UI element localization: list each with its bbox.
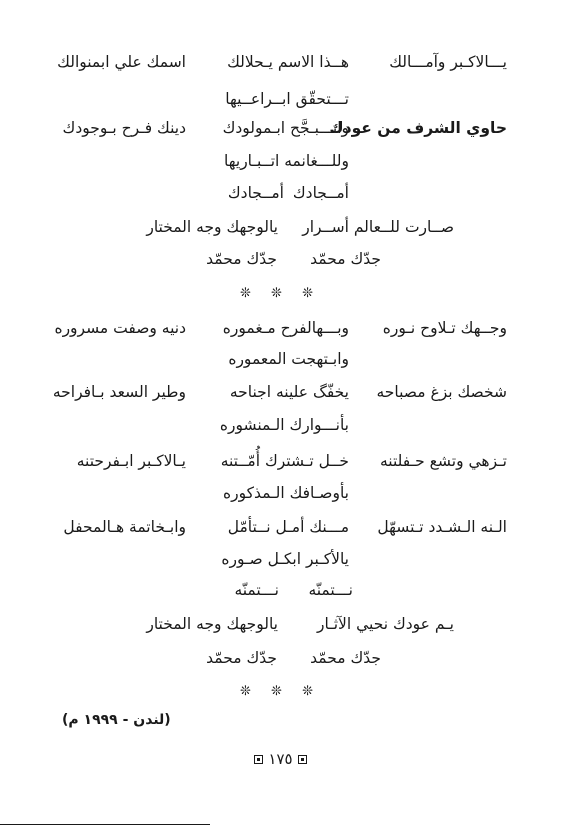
verse-line-7-right: وطير السعد بـافراحه <box>52 383 186 401</box>
refrain-grandfather-left: جدّك محمّد <box>206 250 277 268</box>
verse-line-1-middle: هــذا الاسم يـحلالك <box>227 53 349 71</box>
refrain-natamanna-1: نـــتمنّه <box>234 581 279 599</box>
verse-line-7-left: شخصك بزغ مصباحه <box>376 383 507 401</box>
verse-line-9-middle: خــل تـشترك أُمّــتنه <box>220 452 349 470</box>
refrain-grandfather-2-left: جدّك محمّد <box>206 649 277 667</box>
refrain-athar-right: يـم عودك نحيي الآثـار <box>316 615 454 633</box>
page-number-value: ١٧٥ <box>268 750 293 768</box>
refrain-amjadak-2: أمــجادك <box>292 184 349 202</box>
verse-line-3-left: حاوي الشرف من عودك <box>329 119 507 137</box>
verse-line-5-right: دنيه وصفت مسروره <box>54 319 186 337</box>
verse-line-10: بأوصـافك الـمذكوره <box>222 484 349 502</box>
refrain-grandfather-2-right: جدّك محمّد <box>310 649 381 667</box>
verse-line-3-right: دينك فـرح بـوجودك <box>62 119 186 137</box>
section-divider: ❊ ❊ ❊ <box>240 286 321 301</box>
verse-line-4: وللـــغانمه اتــبـاريها <box>224 152 349 170</box>
page-edge-line <box>0 824 210 825</box>
page-number <box>0 750 561 768</box>
square-ornament-icon <box>254 755 263 764</box>
verse-line-5-left: وجــهك تـلاوح نـوره <box>382 319 507 337</box>
refrain-amjadak-1: أمــجادك <box>227 184 284 202</box>
refrain-natamanna-2: نـــتمنّه <box>308 581 353 599</box>
verse-line-9-left: تـزهي وتشع حـفلتنه <box>380 452 507 470</box>
square-ornament-icon <box>298 755 307 764</box>
refrain-secrets-right: صــارت للــعالم أســرار <box>302 218 454 236</box>
location-date-note: (لندن - ١٩٩٩ م) <box>62 712 171 728</box>
verse-line-12: يالأكـبر ابكـل صـوره <box>221 550 349 568</box>
verse-line-1-right: اسمك علي ابمنوالك <box>57 53 186 71</box>
verse-line-7-middle: يخفّگ علينه اجناحه <box>229 383 349 401</box>
verse-line-1-left: يـــالاكـبر وآمـــالك <box>389 53 507 71</box>
refrain-athar-left: يالوجهك وجه المختار <box>146 615 278 633</box>
verse-line-3-middle: واتـــبـجَّح ابـمولودك <box>222 119 349 137</box>
verse-line-11-left: الـنه الـشـدد تـتسهّل <box>377 518 507 536</box>
refrain-secrets-left: يالوجهك وجه المختار <box>146 218 278 236</box>
section-divider: ❊ ❊ ❊ <box>240 684 321 699</box>
verse-line-2: تـــتحقّق ابــراعــيها <box>225 90 349 108</box>
verse-line-9-right: يـالاكـبر ابـفرحتنه <box>76 452 186 470</box>
verse-line-11-middle: مـــنك أمـل نــتأمّل <box>227 518 349 536</box>
verse-line-8: بأنـــوارك الـمنشوره <box>219 416 349 434</box>
verse-line-5-middle: وبـــهالفرح مـغموره <box>222 319 349 337</box>
refrain-grandfather-right: جدّك محمّد <box>310 250 381 268</box>
verse-line-6: وابـتهجت المعموره <box>228 350 349 368</box>
verse-line-11-right: وابـخاتمة هـالمحفل <box>63 518 186 536</box>
